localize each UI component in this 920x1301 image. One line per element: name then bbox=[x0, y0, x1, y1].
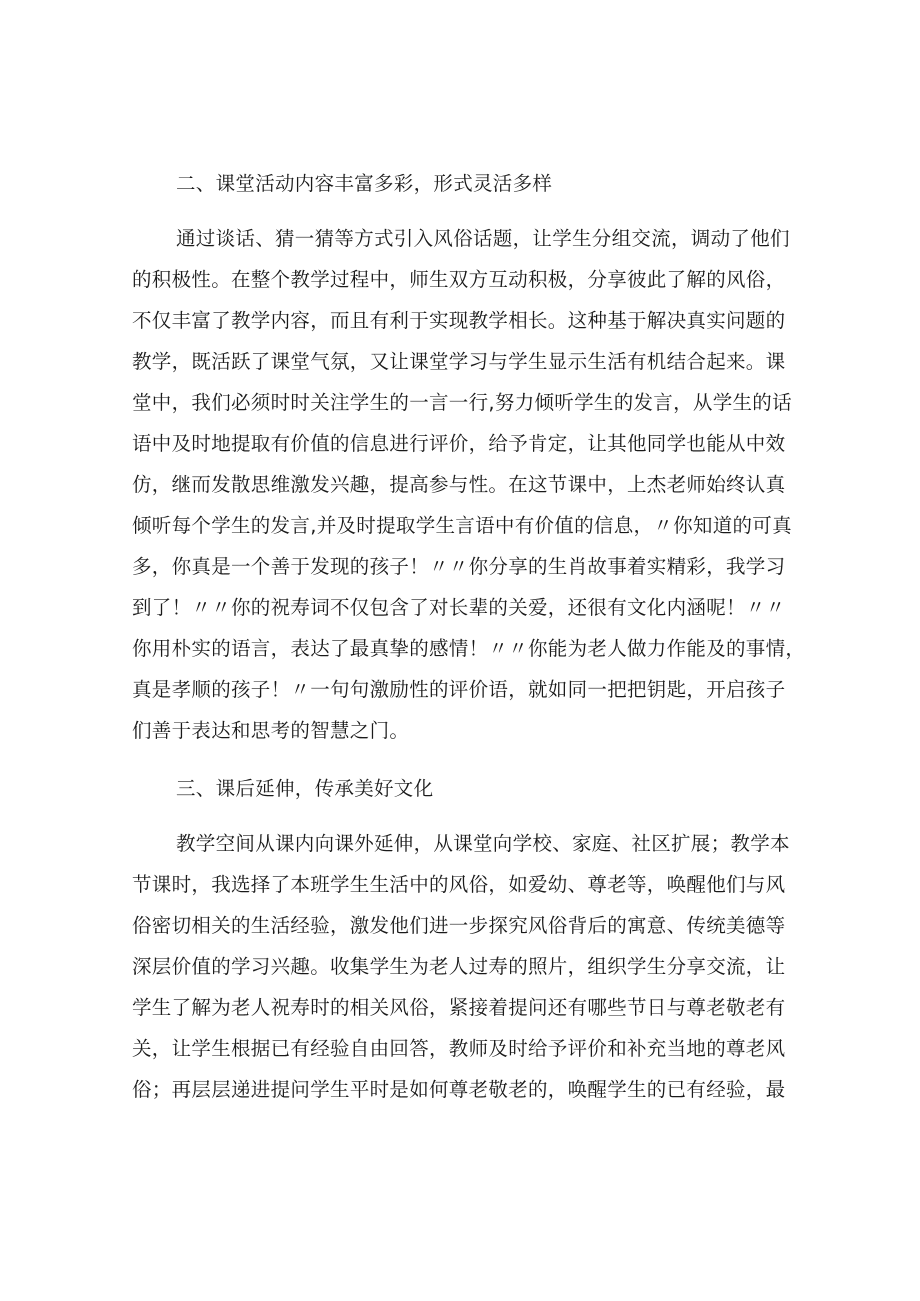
paragraph-line: 教学，既活跃了课堂气氛，又让课堂学习与学生显示生活有机结合起来。课 bbox=[132, 350, 786, 373]
paragraph-line: 不仅丰富了教学内容，而且有利于实现教学相长。这种基于解决真实问题的 bbox=[132, 309, 786, 332]
paragraph-line: 仿，继而发散思维激发兴趣，提高参与性。在这节课中，上杰老师始终认真 bbox=[132, 473, 786, 496]
paragraph-line: 你用朴实的语言，表达了最真挚的感情！〃〃你能为老人做力作能及的事情， bbox=[132, 637, 806, 660]
paragraph-line: 学生了解为老人祝寿时的相关风俗，紧接着提问还有哪些节日与尊老敬老有 bbox=[132, 996, 786, 1019]
paragraph-line: 语中及时地提取有价值的信息进行评价，给予肯定，让其他同学也能从中效 bbox=[132, 432, 786, 455]
paragraph-line: 真是孝顺的孩子！〃一句句激励性的评价语，就如同一把把钥匙，开启孩子 bbox=[132, 678, 786, 701]
paragraph-line: 多，你真是一个善于发现的孩子！〃〃你分享的生肖故事着实精彩，我学习 bbox=[132, 555, 786, 578]
paragraph-line: 俗密切相关的生活经验，激发他们进一步探究风俗背后的寓意、传统美德等 bbox=[132, 914, 786, 937]
paragraph-line: 通过谈话、猜一猜等方式引入风俗话题，让学生分组交流，调动了他们 bbox=[176, 227, 790, 250]
paragraph-line: 堂中，我们必须时时关注学生的一言一行,努力倾听学生的发言，从学生的话 bbox=[132, 391, 792, 414]
paragraph-line: 的积极性。在整个教学过程中，师生双方互动积极，分享彼此了解的风俗， bbox=[132, 268, 786, 291]
section-heading: 三、课后延伸，传承美好文化 bbox=[176, 777, 434, 800]
paragraph-line: 倾听每个学生的发言,并及时提取学生言语中有价值的信息，〃你知道的可真 bbox=[132, 514, 792, 537]
section-heading: 二、课堂活动内容丰富多彩，形式灵活多样 bbox=[176, 172, 553, 195]
paragraph-line: 俗；再层层递进提问学生平时是如何尊老敬老的，唤醒学生的已有经验，最 bbox=[132, 1078, 786, 1101]
paragraph-line: 关，让学生根据已有经验自由回答，教师及时给予评价和补充当地的尊老风 bbox=[132, 1037, 786, 1060]
paragraph-line: 深层价值的学习兴趣。收集学生为老人过寿的照片，组织学生分享交流，让 bbox=[132, 955, 786, 978]
paragraph-line: 们善于表达和思考的智慧之门。 bbox=[132, 719, 410, 742]
paragraph-line: 到了！〃〃你的祝寿词不仅包含了对长辈的关爱，还很有文化内涵呢！〃〃 bbox=[132, 596, 786, 619]
paragraph-line: 节课时，我选择了本班学生生活中的风俗，如爱幼、尊老等，唤醒他们与风 bbox=[132, 873, 786, 896]
paragraph-line: 教学空间从课内向课外延伸，从课堂向学校、家庭、社区扩展；教学本 bbox=[176, 832, 790, 855]
